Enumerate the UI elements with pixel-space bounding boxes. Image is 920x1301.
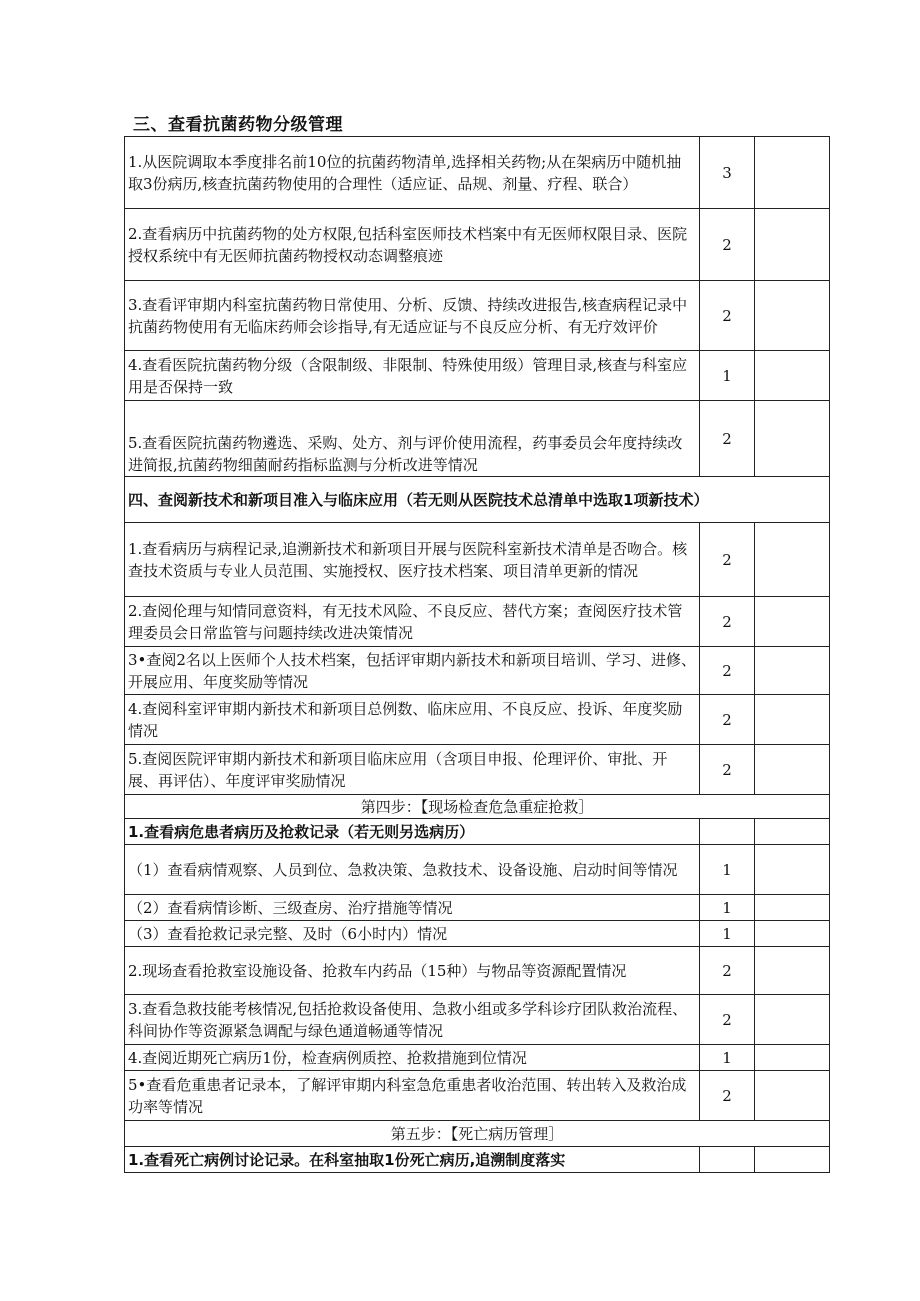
table-row [125,1071,830,1121]
result-cell[interactable] [755,845,830,895]
table-row [125,1121,830,1147]
item-description-cell: 2.查看病历中抗菌药物的处方权限,包括科室医师技术档案中有无医师权限目录、医院授权系统中有无医师抗菌药物授权动态调整痕迹 [125,209,700,281]
result-cell[interactable] [755,137,830,209]
item-description-cell: 1.从医院调取本季度排名前10位的抗菌药物清单,选择相关药物;从在架病历中随机抽取3份病历,核查抗菌药物使用的合理性（适应证、品规、剂量、疗程、联合） [125,137,700,209]
score-cell: 1 [700,845,755,895]
item-description-cell: 1.查看病危患者病历及抢救记录（若无则另选病历） [125,819,700,845]
step-heading-cell: 第五步：【死亡病历管理］ [125,1121,830,1147]
result-cell[interactable] [755,895,830,921]
result-cell[interactable] [755,351,830,401]
item-description-cell: 4.查阅近期死亡病历1份，检查病例质控、抢救措施到位情况 [125,1045,700,1071]
score-cell [700,819,755,845]
score-cell: 1 [700,351,755,401]
table-row [125,1045,830,1071]
result-cell[interactable] [755,209,830,281]
score-cell: 2 [700,1071,755,1121]
item-description-cell: 3.查看评审期内科室抗菌药物日常使用、分析、反馈、持续改进报告,核查病程记录中抗菌药物使用有无临床药师会诊指导,有无适应证与不良反应分析、有无疗效评价 [125,281,700,351]
score-cell: 2 [700,209,755,281]
item-description-cell: 3•查阅2名以上医师个人技术档案，包括评审期内新技术和新项目培训、学习、进修、开展应用、年度奖励等情况 [125,647,700,695]
table-row [125,281,830,351]
score-cell: 2 [700,647,755,695]
score-cell: 2 [700,597,755,647]
score-cell: 2 [700,947,755,995]
table-row [125,795,830,819]
result-cell[interactable] [755,947,830,995]
table-row [125,695,830,745]
result-cell[interactable] [755,695,830,745]
result-cell[interactable] [755,281,830,351]
result-cell[interactable] [755,995,830,1045]
item-description-cell: 5.查阅医院评审期内新技术和新项目临床应用（含项目申报、伦理评价、审批、开展、再评估）、年度评审奖励情况 [125,745,700,795]
table-row [125,597,830,647]
section-heading-cell: 四、查阅新技术和新项目准入与临床应用（若无则从医院技术总清单中选取1项新技术） [125,477,830,523]
item-description-cell: 2.现场查看抢救室设施设备、抢救车内药品（15种）与物品等资源配置情况 [125,947,700,995]
score-cell [700,1147,755,1173]
section-title: 三、查看抗菌药物分级管理 [133,115,343,135]
item-description-cell: 4.查阅科室评审期内新技术和新项目总例数、临床应用、不良反应、投诉、年度奖励情况 [125,695,700,745]
table-row [125,1147,830,1173]
score-cell: 2 [700,401,755,477]
result-cell[interactable] [755,647,830,695]
result-cell[interactable] [755,1147,830,1173]
item-description-cell: 1.查看死亡病例讨论记录。在科室抽取1份死亡病历,追溯制度落实 [125,1147,700,1173]
table-row [125,137,830,209]
table-row [125,351,830,401]
table-row [125,647,830,695]
score-cell: 1 [700,1045,755,1071]
table-row [125,895,830,921]
item-description-cell: 3.查看急救技能考核情况,包括抢救设备使用、急救小组或多学科诊疗团队救治流程、科间协作等资源紧急调配与绿色通道畅通等情况 [125,995,700,1045]
table-row [125,401,830,477]
item-description-cell: 4.查看医院抗菌药物分级（含限制级、非限制、特殊使用级）管理目录,核查与科室应用是否保持一致 [125,351,700,401]
score-cell: 2 [700,995,755,1045]
result-cell[interactable] [755,921,830,947]
item-description-cell: （1）查看病情观察、人员到位、急救决策、急救技术、设备设施、启动时间等情况 [125,845,700,895]
result-cell[interactable] [755,819,830,845]
item-description-cell: （2）查看病情诊断、三级查房、治疗措施等情况 [125,895,700,921]
result-cell[interactable] [755,1071,830,1121]
table-row [125,947,830,995]
table-row [125,995,830,1045]
item-description-cell: 5•查看危重患者记录本，了解评审期内科室急危重患者收治范围、转出转入及救治成功率等情况 [125,1071,700,1121]
result-cell[interactable] [755,1045,830,1071]
table-row [125,845,830,895]
result-cell[interactable] [755,597,830,647]
score-cell: 1 [700,895,755,921]
item-description-cell: 2.查阅伦理与知情同意资料，有无技术风险、不良反应、替代方案；查阅医疗技术管理委员会日常监管与问题持续改进决策情况 [125,597,700,647]
table-row [125,921,830,947]
score-cell: 2 [700,745,755,795]
table-row [125,477,830,523]
score-cell: 2 [700,281,755,351]
checklist-table [124,136,830,1173]
step-heading-cell: 第四步：【现场检查危急重症抢救］ [125,795,830,819]
table-row [125,819,830,845]
item-description-cell: 1.查看病历与病程记录,追溯新技术和新项目开展与医院科室新技术清单是否吻合。核查技术资质与专业人员范围、实施授权、医疗技术档案、项目清单更新的情况 [125,523,700,597]
score-cell: 2 [700,695,755,745]
result-cell[interactable] [755,745,830,795]
score-cell: 1 [700,921,755,947]
score-cell: 3 [700,137,755,209]
item-description-cell: 5.查看医院抗菌药物遴选、采购、处方、剂与评价使用流程，药事委员会年度持续改进简报,抗菌药物细菌耐药指标监测与分析改进等情况 [125,401,700,477]
score-cell: 2 [700,523,755,597]
result-cell[interactable] [755,523,830,597]
result-cell[interactable] [755,401,830,477]
item-description-cell: （3）查看抢救记录完整、及时（6小时内）情况 [125,921,700,947]
table-row [125,523,830,597]
table-row [125,745,830,795]
table-row [125,209,830,281]
